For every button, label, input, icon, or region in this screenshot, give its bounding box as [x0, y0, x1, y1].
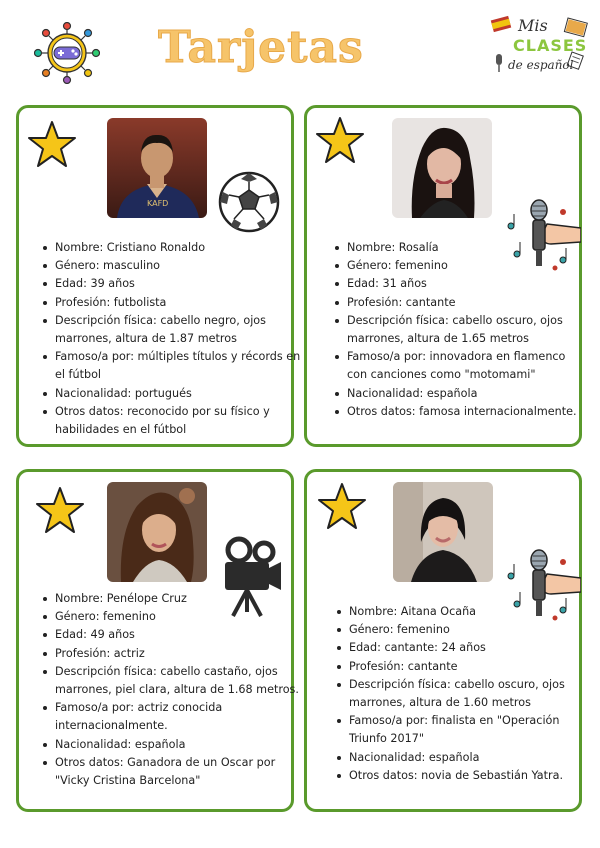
list-item: Género: femenino — [347, 257, 587, 275]
list-item: Descripción física: cabello oscuro, ojos marrones, altura de 1.60 metros — [349, 676, 587, 712]
list-item: Nombre: Aitana Ocaña — [349, 603, 587, 621]
svg-text:KAFD: KAFD — [147, 199, 169, 208]
logo-clases: CLASES — [513, 36, 588, 55]
portrait-photo — [107, 482, 207, 582]
card-penelope-cruz — [16, 469, 299, 812]
list-item: Famoso/a por: actriz conocida internacionalmente. — [55, 699, 303, 735]
page-title: Tarjetas — [158, 22, 364, 73]
star-icon — [35, 486, 85, 534]
list-item: Otros datos: reconocido por su físico y habilidades en el fútbol — [55, 403, 301, 439]
soccer-ball-icon — [217, 170, 281, 234]
list-item: Nombre: Rosalía — [347, 239, 587, 257]
portrait-photo — [392, 118, 492, 218]
facts-list — [39, 590, 303, 790]
portrait-photo — [393, 482, 493, 582]
list-item: Descripción física: cabello castaño, ojos marrones, piel clara, altura de 1.68 metros. — [55, 663, 303, 699]
card-cristiano-ronaldo — [16, 105, 301, 447]
list-item: Nombre: Cristiano Ronaldo — [55, 239, 301, 257]
list-item: Género: femenino — [349, 621, 587, 639]
portrait-photo — [107, 118, 207, 218]
list-item: Nacionalidad: española — [55, 736, 303, 754]
list-item: Edad: 49 años — [55, 626, 303, 644]
card-rosalia — [304, 105, 582, 447]
list-item: Edad: 39 años — [55, 275, 301, 293]
list-item: Nacionalidad: portugués — [55, 385, 301, 403]
list-item: Edad: cantante: 24 años — [349, 639, 587, 657]
list-item: Nacionalidad: española — [347, 385, 587, 403]
star-icon — [315, 116, 365, 164]
logo-de-espanol: de español — [508, 58, 574, 72]
list-item: Descripción física: cabello oscuro, ojos marrones, altura de 1.65 metros — [347, 312, 587, 348]
list-item: Nacionalidad: española — [349, 749, 587, 767]
facts-list — [39, 239, 301, 439]
facts-list — [331, 239, 587, 421]
mis-clases-logo — [488, 12, 592, 78]
star-icon — [317, 482, 367, 530]
facts-list — [333, 603, 587, 785]
list-item: Descripción física: cabello negro, ojos marrones, altura de 1.87 metros — [55, 312, 301, 348]
list-item: Famoso/a por: múltiples títulos y récords en el fútbol — [55, 348, 301, 384]
list-item: Género: femenino — [55, 608, 303, 626]
list-item: Edad: 31 años — [347, 275, 587, 293]
list-item: Otros datos: novia de Sebastián Yatra. — [349, 767, 587, 785]
list-item: Otros datos: famosa internacionalmente. — [347, 403, 587, 421]
card-aitana-ocana — [304, 469, 582, 812]
list-item: Profesión: actriz — [55, 645, 303, 663]
list-item: Profesión: cantante — [347, 294, 587, 312]
game-badge-icon — [34, 22, 100, 84]
list-item: Famoso/a por: innovadora en flamenco con canciones como "motomami" — [347, 348, 587, 384]
list-item: Profesión: futbolista — [55, 294, 301, 312]
star-icon — [27, 120, 77, 168]
logo-mis: Mis — [518, 16, 548, 35]
list-item: Nombre: Penélope Cruz — [55, 590, 303, 608]
list-item: Género: masculino — [55, 257, 301, 275]
list-item: Profesión: cantante — [349, 658, 587, 676]
list-item: Famoso/a por: finalista en "Operación Triunfo 2017" — [349, 712, 587, 748]
list-item: Otros datos: Ganadora de un Oscar por "Vicky Cristina Barcelona" — [55, 754, 303, 790]
